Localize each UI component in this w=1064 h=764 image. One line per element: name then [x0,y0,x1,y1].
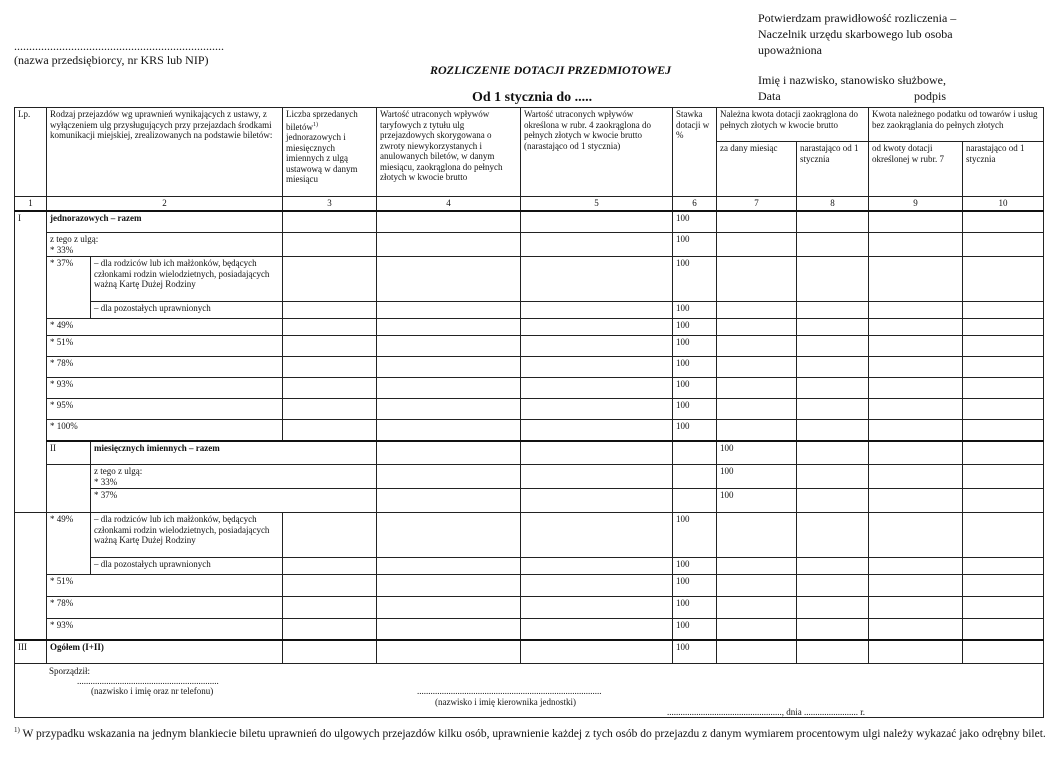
table-row [15,619,1044,640]
input-cell[interactable] [797,319,869,336]
signature-label: podpis [914,89,947,103]
confirm-line2: Naczelnik urzędu skarbowego lub osoba [758,27,953,41]
table-row [15,575,1044,597]
input-cell[interactable] [963,640,1044,664]
row-label: * 95% [47,399,283,420]
rate-cell: 100 [673,302,717,319]
input-cell[interactable] [377,257,521,302]
input-cell[interactable] [283,233,377,257]
colnum: 4 [377,197,521,211]
input-cell[interactable] [963,336,1044,357]
input-cell[interactable] [377,597,521,619]
preparer-caption: (nazwisko i imię oraz nr telefonu) [91,686,214,696]
input-cell[interactable] [521,640,673,664]
input-cell[interactable] [797,619,869,640]
input-cell[interactable] [869,420,963,441]
input-cell[interactable] [797,441,869,465]
input-cell[interactable] [283,257,377,302]
input-cell[interactable] [377,420,521,441]
input-cell[interactable] [717,575,797,597]
input-cell[interactable] [869,441,963,465]
input-cell[interactable] [717,319,797,336]
colnum: 9 [869,197,963,211]
form-title: ROZLICZENIE DOTACJI PRZEDMIOTOWEJ [430,63,672,77]
table-row [15,558,1044,575]
row-label: miesięcznych imiennych – razem [91,441,377,465]
input-cell[interactable] [377,558,521,575]
signature-cell [15,664,1044,718]
input-cell[interactable] [797,558,869,575]
input-cell[interactable] [521,619,673,640]
input-cell[interactable] [521,420,673,441]
input-cell[interactable] [963,357,1044,378]
row-sublabel: – dla pozostałych uprawnionych [91,558,283,575]
header-lp: Lp. [15,108,47,197]
input-cell[interactable] [869,640,963,664]
table-row [15,513,1044,558]
input-cell[interactable] [283,211,377,233]
input-cell[interactable] [377,336,521,357]
input-cell[interactable] [521,465,673,489]
input-cell[interactable] [521,319,673,336]
input-cell[interactable] [283,302,377,319]
input-cell[interactable] [797,489,869,513]
rate-cell: 100 [717,489,797,513]
input-cell[interactable] [869,378,963,399]
input-cell[interactable] [963,378,1044,399]
input-cell[interactable] [521,399,673,420]
input-cell[interactable] [377,619,521,640]
input-cell[interactable] [717,399,797,420]
date-line[interactable]: ..................................................., dnia ........................ r. [667,707,865,717]
input-cell[interactable] [963,575,1044,597]
input-cell[interactable] [963,619,1044,640]
input-cell[interactable] [869,489,963,513]
header-col2: Rodzaj przejazdów wg uprawnień wynikających z ustawy, z wyłączeniem ulg przysługujących przy przejazdach środkami komunikacji miejskiej, zrealizowanych na podstawie biletów: [47,108,283,197]
input-cell[interactable] [797,378,869,399]
input-cell[interactable] [963,302,1044,319]
settlement-table [14,107,1044,718]
input-cell[interactable] [377,233,521,257]
row-label: * 49% [47,319,283,336]
input-cell[interactable] [869,336,963,357]
input-cell[interactable] [283,575,377,597]
rate-cell: 100 [673,399,717,420]
colnum: 2 [47,197,283,211]
colnum: 8 [797,197,869,211]
input-cell[interactable] [717,357,797,378]
table-row [15,399,1044,420]
company-name-line [14,38,224,68]
input-cell[interactable] [869,257,963,302]
header-col6: Stawka dotacji w % [673,108,717,197]
footnote-mark: 1) [14,726,20,734]
company-dots: ...................................................................... [14,39,224,53]
table-row [15,441,1044,465]
rate-cell: 100 [673,619,717,640]
input-cell[interactable] [797,357,869,378]
input-cell[interactable] [521,257,673,302]
header-col78: Należna kwota dotacji zaokrąglona do pełnych złotych w kwocie brutto [717,108,869,142]
colnum: 6 [673,197,717,211]
rate-cell: 100 [673,558,717,575]
table-row [15,257,1044,302]
footnote [14,723,1048,741]
input-cell[interactable] [869,302,963,319]
input-cell[interactable] [797,575,869,597]
input-cell[interactable] [283,420,377,441]
input-cell[interactable] [673,441,717,465]
rate-cell: 100 [717,465,797,489]
row-label: * 51% [47,575,283,597]
input-cell[interactable] [869,357,963,378]
rate-cell: 100 [673,257,717,302]
rate-cell: 100 [673,357,717,378]
table-row [15,357,1044,378]
input-cell[interactable] [717,558,797,575]
row-label: * 37% [47,257,91,319]
input-cell[interactable] [377,378,521,399]
input-cell[interactable] [797,420,869,441]
input-cell[interactable] [377,319,521,336]
row-sublabel: – dla rodziców lub ich małżonków, będących członkami rodzin wielodzietnych, posiadających ważną Kartę Dużej Rodziny [91,513,283,558]
table-row [15,233,1044,257]
row-label: * 51% [47,336,283,357]
input-cell[interactable] [521,575,673,597]
rate-cell: 100 [673,336,717,357]
row-label: * 37% [91,489,377,513]
input-cell[interactable] [521,489,673,513]
row-sublabel: – dla rodziców lub ich małżonków, będących członkami rodzin wielodzietnych, posiadających ważną Kartę Dużej Rodziny [91,257,283,302]
input-cell[interactable] [283,336,377,357]
confirmation-block [758,10,1058,104]
input-cell[interactable] [717,302,797,319]
row-label: z tego z ulgą: * 33% [47,233,283,257]
header-col5: Wartość utraconych wpływów określona w rubr. 4 zaokrąglona do pełnych złotych w kwocie brutto (narastająco od 1 stycznia) [521,108,673,197]
input-cell[interactable] [283,558,377,575]
row-label: jednorazowych – razem [47,211,283,233]
input-cell[interactable] [963,513,1044,558]
table-row [15,319,1044,336]
input-cell[interactable] [963,319,1044,336]
input-cell[interactable] [797,597,869,619]
footnote-text: W przypadku wskazania na jednym blankiecie biletu uprawnień do ulgowych przejazdów kilku osób, uprawnienie każdej z tych osób do przejazdu z danym wymiarem procentowym ulgi należy wykazać jako odrębny bilet. [22,727,1046,740]
input-cell[interactable] [869,597,963,619]
input-cell[interactable] [797,211,869,233]
input-cell[interactable] [283,399,377,420]
input-cell[interactable] [377,302,521,319]
row-label: Ogółem (I+II) [47,640,283,664]
row-lp: III [15,640,47,664]
input-cell[interactable] [283,378,377,399]
input-cell[interactable] [521,558,673,575]
manager-dots[interactable]: .................................................................................. [417,686,602,696]
input-cell[interactable] [283,619,377,640]
table-row [15,465,1044,489]
header-col910: Kwota należnego podatku od towarów i usług bez zaokrąglania do pełnych złotych [869,108,1044,142]
rate-cell: 100 [673,211,717,233]
input-cell[interactable] [797,399,869,420]
input-cell[interactable] [377,357,521,378]
row-lp: II [47,441,91,465]
table-row [15,302,1044,319]
row-lp: I [15,211,47,513]
colnum: 7 [717,197,797,211]
input-cell[interactable] [521,336,673,357]
row-label: * 78% [47,597,283,619]
header-col4: Wartość utraconych wpływów taryfowych z tytułu ulg przejazdowych skorygowana o zwroty niewykorzystanych i anulowanych biletów, w danym miesiącu, zaokrąglona do pełnych złotych w kwocie brutto [377,108,521,197]
row-label: * 93% [47,378,283,399]
table-row [15,420,1044,441]
input-cell[interactable] [717,513,797,558]
input-cell[interactable] [283,513,377,558]
input-cell[interactable] [869,211,963,233]
header-col3: Liczba sprzedanych biletów$^{1)}$ jednorazowych i miesięcznych imiennych z ulgą ustawową w danym miesiącu [283,108,377,197]
rate-cell: 100 [673,575,717,597]
input-cell[interactable] [283,597,377,619]
input-cell[interactable] [717,597,797,619]
header-col8: narastająco od 1 stycznia [797,142,869,197]
input-cell[interactable] [963,465,1044,489]
row-label: * 78% [47,357,283,378]
input-cell[interactable] [717,619,797,640]
company-caption: (nazwa przedsiębiorcy, nr KRS lub NIP) [14,53,209,67]
rate-cell: 100 [673,640,717,664]
row-label: * 100% [47,420,283,441]
rate-cell: 100 [673,378,717,399]
input-cell[interactable] [869,233,963,257]
input-cell[interactable] [963,489,1044,513]
input-cell[interactable] [717,378,797,399]
input-cell[interactable] [717,257,797,302]
signature-row [15,664,1044,718]
table-row [15,640,1044,664]
input-cell[interactable] [673,489,717,513]
confirm-line1: Potwierdzam prawidłowość rozliczenia – [758,11,957,25]
input-cell[interactable] [869,465,963,489]
colnum: 3 [283,197,377,211]
input-cell[interactable] [963,211,1044,233]
input-cell[interactable] [963,257,1044,302]
input-cell[interactable] [521,597,673,619]
input-cell[interactable] [869,513,963,558]
input-cell[interactable] [717,336,797,357]
confirm-line3: upoważniona [758,43,822,57]
header-col10: narastająco od 1 stycznia [963,142,1044,197]
header-col7: za dany miesiąc [717,142,797,197]
input-cell[interactable] [717,420,797,441]
input-cell[interactable] [521,211,673,233]
input-cell[interactable] [377,399,521,420]
column-number-row [15,197,1044,211]
input-cell[interactable] [963,399,1044,420]
input-cell[interactable] [797,336,869,357]
table-row [15,336,1044,357]
input-cell[interactable] [521,302,673,319]
rate-cell: 100 [673,319,717,336]
input-cell[interactable] [869,319,963,336]
input-cell[interactable] [377,211,521,233]
input-cell[interactable] [377,640,521,664]
input-cell[interactable] [377,489,521,513]
input-cell[interactable] [963,233,1044,257]
input-cell[interactable] [963,558,1044,575]
input-cell[interactable] [797,513,869,558]
rate-cell: 100 [673,513,717,558]
input-cell[interactable] [717,640,797,664]
date-label: Data [758,89,781,103]
row-sublabel: – dla pozostałych uprawnionych [91,302,283,319]
colnum: 10 [963,197,1044,211]
input-cell[interactable] [797,233,869,257]
input-cell[interactable] [963,597,1044,619]
row-label: * 93% [47,619,283,640]
manager-caption: (nazwisko i imię kierownika jednostki) [435,697,576,707]
row-label: z tego z ulgą: * 33% [91,465,377,489]
input-cell[interactable] [673,465,717,489]
input-cell[interactable] [377,575,521,597]
table-row [15,211,1044,233]
colnum: 1 [15,197,47,211]
input-cell[interactable] [963,420,1044,441]
prepared-by-label: Sporządził: [49,666,90,676]
preparer-dots[interactable]: ............................................................... [77,676,219,686]
input-cell[interactable] [797,257,869,302]
input-cell[interactable] [521,233,673,257]
input-cell[interactable] [717,211,797,233]
input-cell[interactable] [797,302,869,319]
input-cell[interactable] [797,465,869,489]
input-cell[interactable] [717,233,797,257]
input-cell[interactable] [869,399,963,420]
table-row [15,378,1044,399]
input-cell[interactable] [869,619,963,640]
header-col9: od kwoty dotacji określonej w rubr. 7 [869,142,963,197]
rate-cell: 100 [717,441,797,465]
confirm-line4: Imię i nazwisko, stanowisko służbowe, [758,73,946,87]
input-cell[interactable] [377,513,521,558]
input-cell[interactable] [869,575,963,597]
rate-cell: 100 [673,233,717,257]
input-cell[interactable] [521,378,673,399]
input-cell[interactable] [797,640,869,664]
input-cell[interactable] [377,465,521,489]
input-cell[interactable] [283,640,377,664]
table-row [15,597,1044,619]
input-cell[interactable] [283,319,377,336]
rate-cell: 100 [673,420,717,441]
rate-cell: 100 [673,597,717,619]
input-cell[interactable] [377,441,521,465]
form-subtitle: Od 1 stycznia do ..... [472,90,593,105]
colnum: 5 [521,197,673,211]
input-cell[interactable] [521,513,673,558]
input-cell[interactable] [283,357,377,378]
input-cell[interactable] [869,558,963,575]
table-row [15,489,1044,513]
input-cell[interactable] [521,441,673,465]
row-label: * 49% [47,513,91,575]
input-cell[interactable] [963,441,1044,465]
input-cell[interactable] [521,357,673,378]
